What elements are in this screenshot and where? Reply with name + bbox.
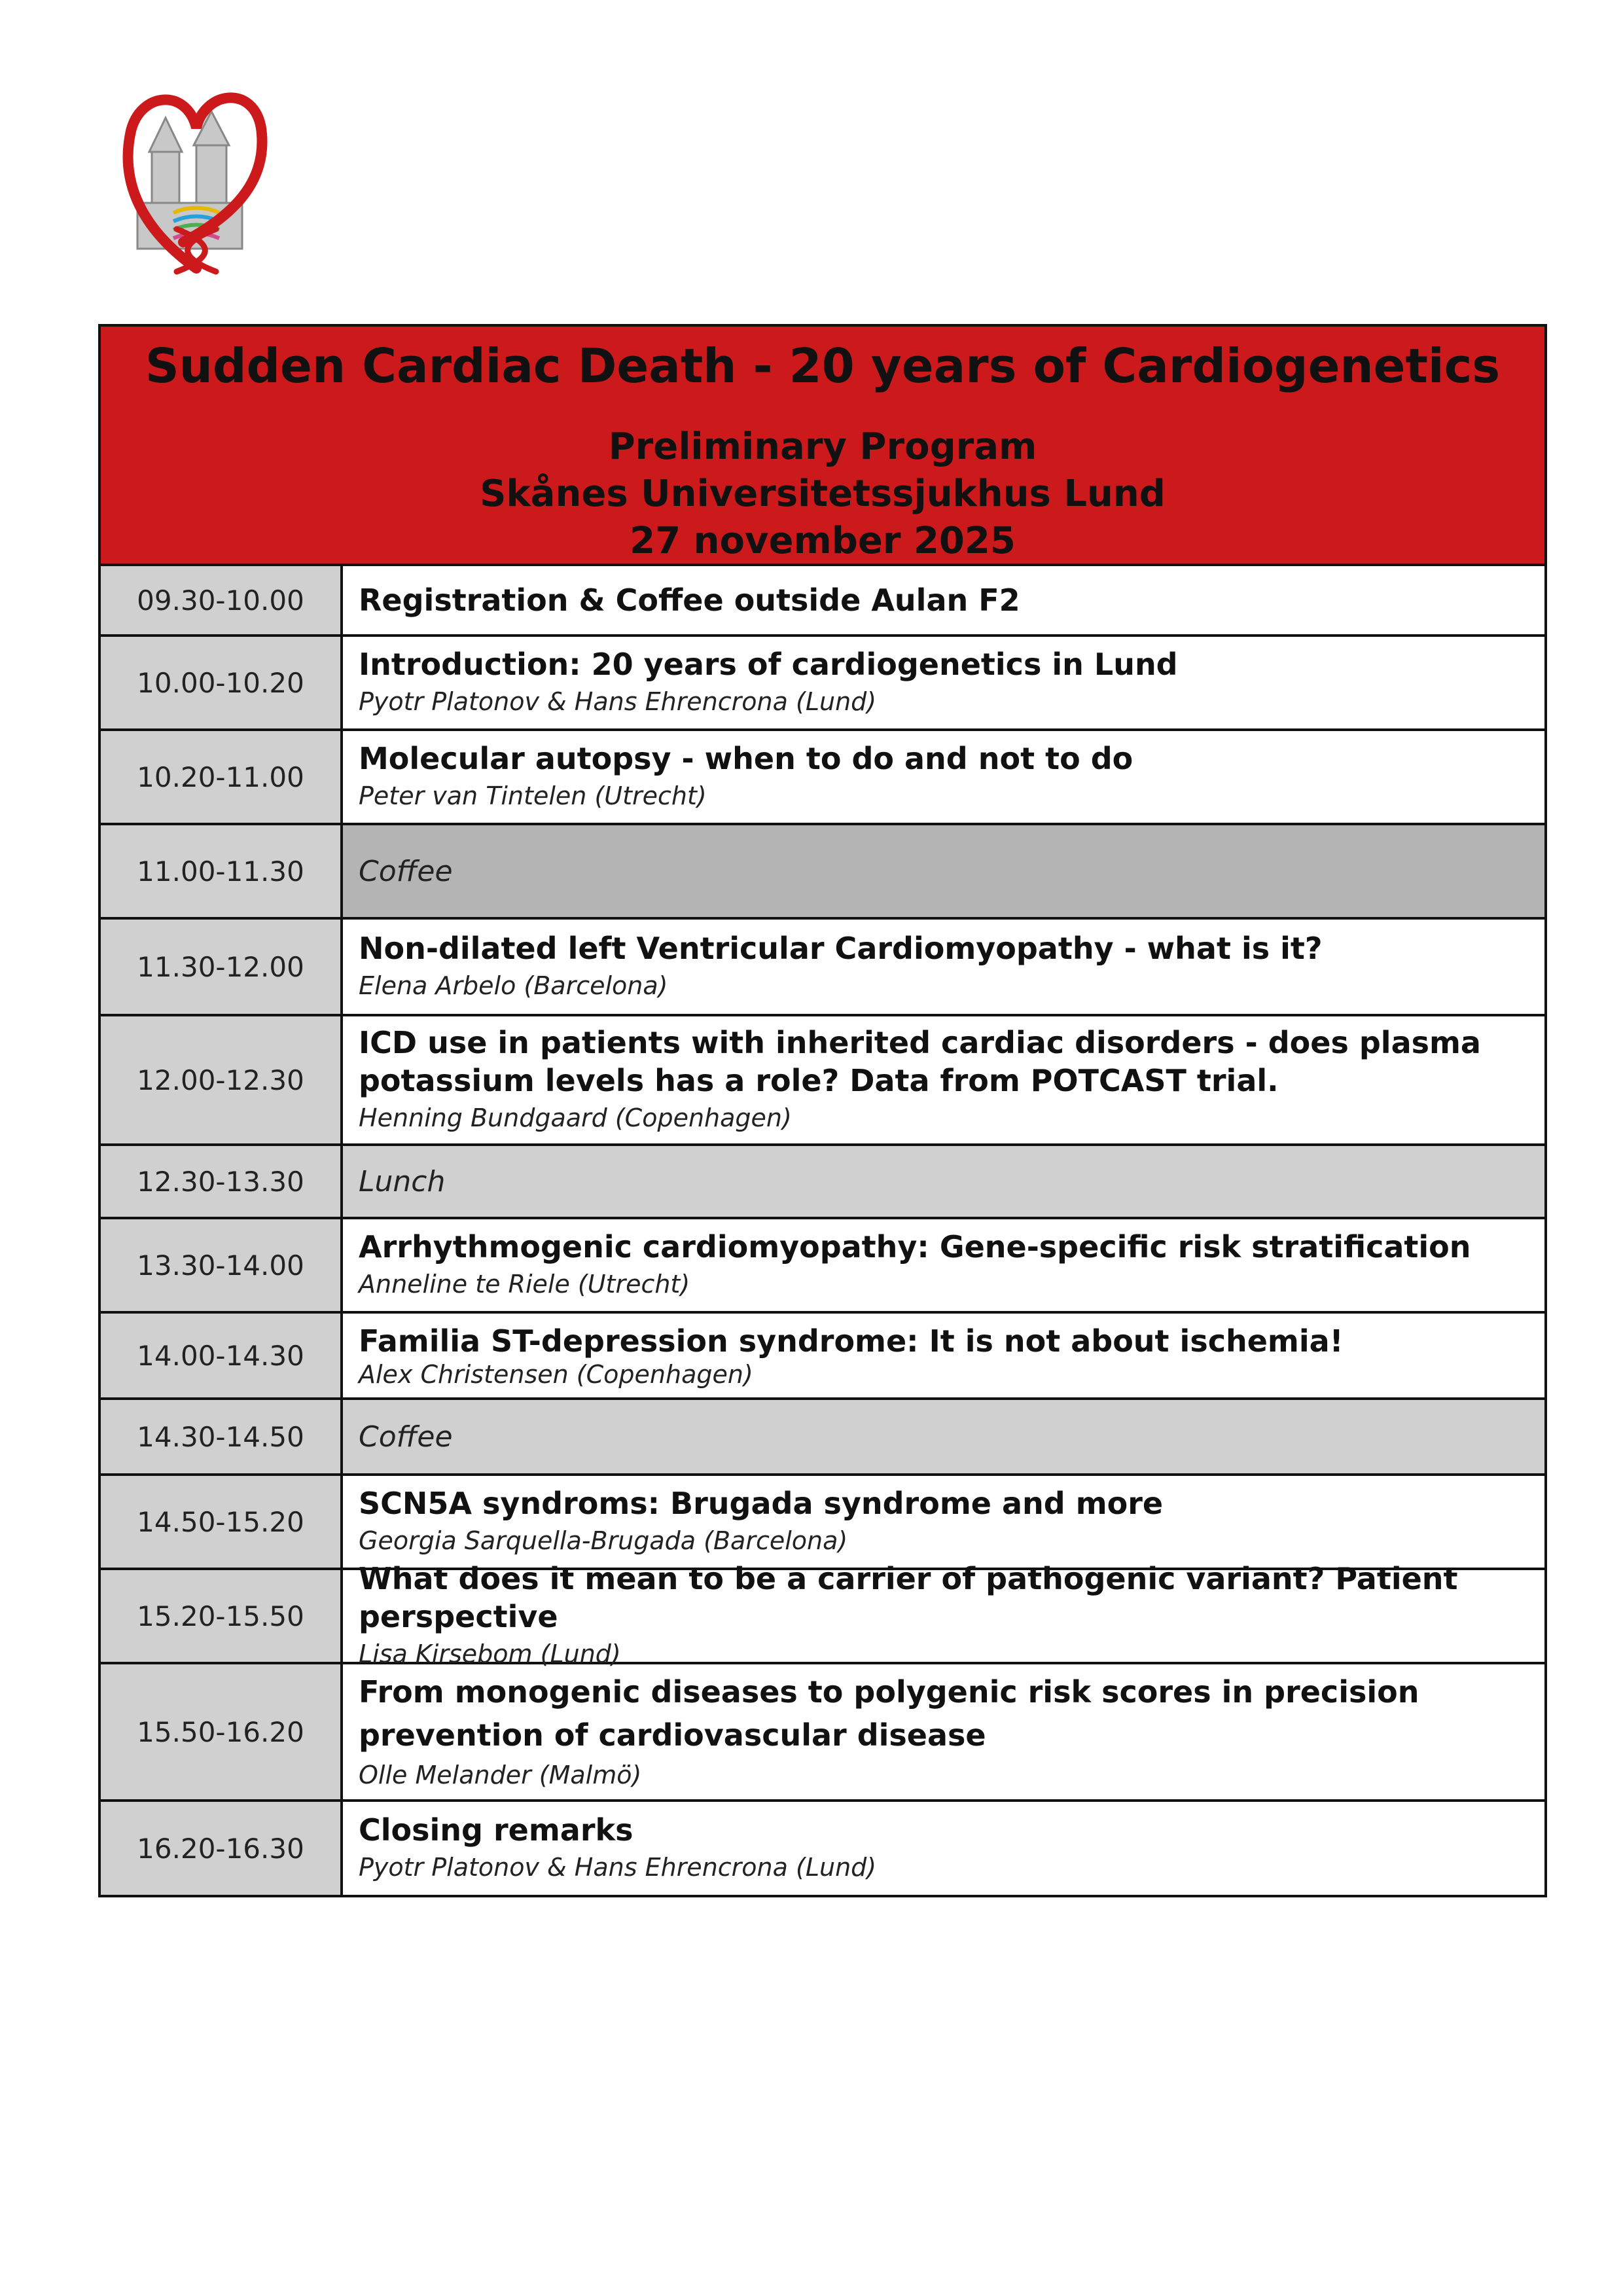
venue: Skånes Universitetssjukhus Lund <box>480 473 1166 515</box>
session-speaker: Anneline te Riele (Utrecht) <box>359 1270 690 1299</box>
table-row <box>101 1016 1544 1146</box>
session-time: 12.30-13.30 <box>101 1146 343 1217</box>
break-label: Lunch <box>359 1164 446 1198</box>
event-title: Sudden Cardiac Death - 20 years of Cardiogenetics <box>145 338 1501 393</box>
heart-dna-towers-logo <box>111 72 281 281</box>
session-speaker: Elena Arbelo (Barcelona) <box>359 971 668 1000</box>
session-time: 13.30-14.00 <box>101 1219 343 1311</box>
table-row <box>101 920 1544 1016</box>
session-title: From monogenic diseases to polygenic risk scores in precision prevention of cardiovascular disease <box>359 1674 1419 1753</box>
session-time: 16.20-16.30 <box>101 1802 343 1895</box>
session-title: Molecular autopsy - when to do and not to do <box>359 741 1133 776</box>
table-row <box>101 1314 1544 1400</box>
table-row <box>101 825 1544 920</box>
session-title: Familia ST-depression syndrome: It is not about ischemia! <box>359 1323 1344 1359</box>
session-speaker: Olle Melander (Malmö) <box>359 1761 642 1789</box>
table-row <box>101 637 1544 731</box>
break-label: Coffee <box>359 854 453 888</box>
session-speaker: Alex Christensen (Copenhagen) <box>359 1360 753 1389</box>
session-time: 12.00-12.30 <box>101 1016 343 1143</box>
session-title: What does it mean to be a carrier of pathogenic variant? Patient perspective <box>359 1561 1458 1634</box>
session-time: 11.30-12.00 <box>101 920 343 1014</box>
session-title: Non-dilated left Ventricular Cardiomyopathy - what is it? <box>359 931 1323 966</box>
session-speaker: Peter van Tintelen (Utrecht) <box>359 781 707 810</box>
session-time: 15.20-15.50 <box>101 1570 343 1662</box>
table-row <box>101 1561 1544 1668</box>
break-label: Coffee <box>359 1420 453 1454</box>
table-row <box>101 1476 1544 1570</box>
table-row <box>101 1219 1544 1314</box>
session-speaker: Henning Bundgaard (Copenhagen) <box>359 1103 792 1132</box>
session-title: Introduction: 20 years of cardiogenetics in Lund <box>359 647 1178 682</box>
program-header <box>101 327 1544 566</box>
program-subtitle: Preliminary Program <box>608 425 1037 468</box>
session-title: SCN5A syndroms: Brugada syndrome and more <box>359 1486 1164 1521</box>
session-time: 09.30-10.00 <box>101 566 343 634</box>
session-speaker: Pyotr Platonov & Hans Ehrencrona (Lund) <box>359 687 877 716</box>
program-table <box>98 324 1547 1897</box>
table-row <box>101 1146 1544 1219</box>
session-time: 10.00-10.20 <box>101 637 343 728</box>
session-speaker: Pyotr Platonov & Hans Ehrencrona (Lund) <box>359 1853 877 1882</box>
session-time: 14.50-15.20 <box>101 1476 343 1568</box>
session-speaker: Lisa Kirsebom (Lund) <box>359 1640 621 1668</box>
table-row <box>101 1664 1544 1802</box>
session-title: Arrhythmogenic cardiomyopathy: Gene-specific risk stratification <box>359 1229 1471 1265</box>
session-time: 14.00-14.30 <box>101 1314 343 1397</box>
session-title: Closing remarks <box>359 1812 633 1848</box>
session-time: 15.50-16.20 <box>101 1664 343 1799</box>
event-date: 27 november 2025 <box>630 520 1016 562</box>
table-row <box>101 566 1544 637</box>
session-time: 10.20-11.00 <box>101 731 343 823</box>
session-speaker: Georgia Sarquella-Brugada (Barcelona) <box>359 1526 848 1555</box>
session-time: 11.00-11.30 <box>101 825 343 917</box>
session-title: Registration & Coffee outside Aulan F2 <box>359 583 1020 618</box>
table-row <box>101 1802 1544 1895</box>
session-title: ICD use in patients with inherited cardiac disorders - does plasma potassium levels has a role? Data from POTCAST trial. <box>359 1025 1481 1098</box>
session-time: 14.30-14.50 <box>101 1400 343 1473</box>
table-row <box>101 731 1544 825</box>
table-row <box>101 1400 1544 1476</box>
